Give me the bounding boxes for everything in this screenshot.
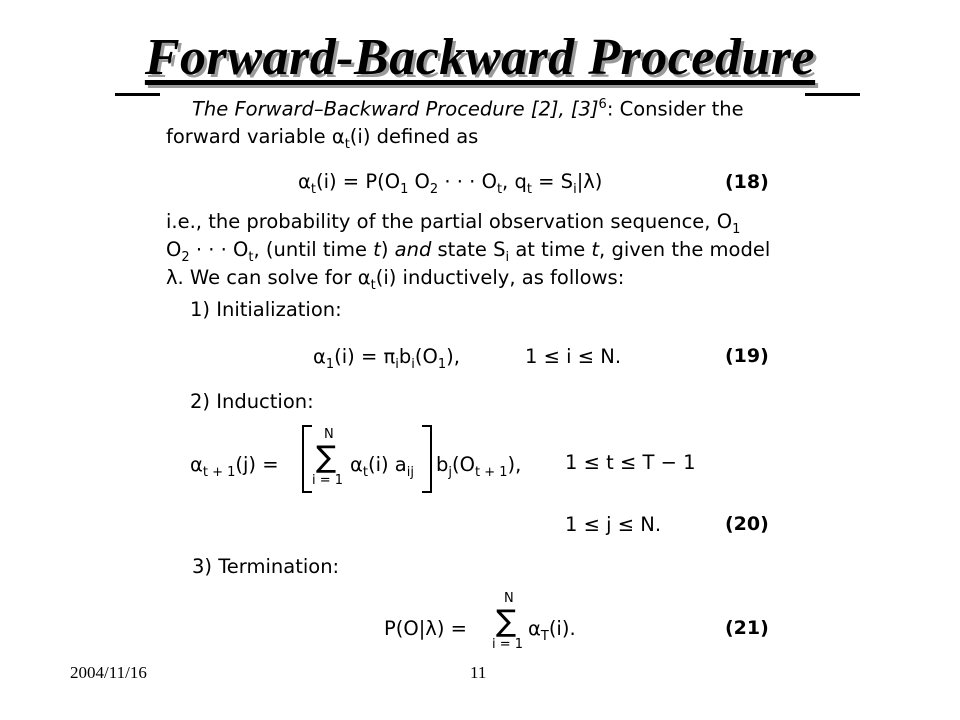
eq18-rhs-d: , q: [502, 170, 527, 193]
line2-sub: t: [344, 136, 350, 152]
eq18-si: i: [573, 181, 577, 197]
eq21-sum-top: N: [504, 591, 514, 606]
eq18-rhs-a: = P(O: [336, 170, 401, 193]
eq20-after-b: b: [436, 453, 449, 476]
eq20-after-o: (O: [452, 453, 475, 476]
equation-18-number: (18): [725, 171, 769, 193]
equation-19: [313, 345, 460, 372]
equation-19-number: (19): [725, 345, 769, 367]
eq21-alpha-sub: T: [540, 628, 549, 644]
equation-20-number: (20): [725, 513, 769, 535]
page-number: 11: [470, 663, 487, 682]
eq18-arg: (i): [315, 170, 337, 193]
scanned-excerpt: [160, 95, 810, 655]
eq18-rhs-f: |λ): [576, 170, 603, 193]
eq21-sigma: ∑: [496, 604, 517, 639]
line2-text: forward variable α: [166, 125, 345, 148]
para1-b4: t: [373, 238, 381, 261]
intro-rest: : Consider the: [606, 97, 744, 121]
eq19-d: (O: [414, 345, 438, 368]
eq20-alpha: α: [190, 453, 203, 476]
eq21-arg: (i).: [548, 617, 576, 640]
paragraph-line-2: [166, 238, 770, 265]
eq21-alpha: α: [528, 617, 541, 640]
step-2-label: 2) Induction:: [190, 390, 314, 413]
eq20-inner-alpha-sub: t: [362, 464, 368, 480]
eq20-inner-b: (i) a: [367, 453, 407, 476]
paragraph-line-3: [166, 266, 624, 293]
eq20-inner: [350, 453, 414, 480]
equation-20-condition-1: 1 ≤ t ≤ T − 1: [565, 451, 696, 474]
eq19-b: (i) = π: [334, 345, 396, 368]
eq19-c: b: [398, 345, 412, 368]
eq20-after: [436, 453, 521, 480]
para1-b8: at time: [509, 238, 592, 261]
eq20-lhs-arg: (j) =: [235, 453, 279, 476]
para1-a-sub: 1: [732, 221, 741, 237]
para1-b7-sub: i: [505, 249, 510, 265]
eq20-alpha-sub: t + 1: [202, 464, 236, 480]
eq21-term: [528, 617, 576, 644]
para1-c1: λ. We can solve for α: [166, 266, 371, 289]
eq21-sum-bottom: i = 1: [492, 637, 524, 652]
eq19-alpha-sub: 1: [325, 356, 335, 372]
eq18-o2: 2: [429, 181, 439, 197]
eq18-rhs-e: = S: [531, 170, 574, 193]
eq19-e: ),: [446, 345, 460, 368]
para1-c2: (i) inductively, as follows:: [375, 266, 625, 289]
equation-21-number: (21): [725, 617, 769, 639]
para1-b2-sub: t: [248, 249, 254, 265]
intro-line: [192, 97, 744, 121]
footer-date: 2004/11/16: [70, 663, 147, 682]
equation-20-condition-2: 1 ≤ j ≤ N.: [565, 513, 662, 536]
paragraph-line-1: [166, 210, 740, 237]
intro-footnote: 6: [598, 97, 607, 112]
equation-21-lhs: P(O|λ) =: [384, 617, 467, 640]
step-3-label: 3) Termination:: [192, 555, 340, 578]
eq20-after-c: ),: [507, 453, 522, 476]
para1-b1-sub: 2: [181, 249, 190, 265]
eq19-d-sub: 1: [437, 356, 447, 372]
para1-b9: t: [591, 238, 600, 261]
eq18-rhs-b: O: [408, 170, 430, 193]
eq19-c-sub: i: [411, 356, 415, 372]
para1-b1: O: [166, 238, 182, 261]
eq20-sum-top: N: [324, 427, 334, 442]
intro-italic: The Forward–Backward Procedure [2], [3]: [192, 97, 599, 121]
para1-b3: , (until time: [253, 238, 374, 261]
para1-b6: and: [394, 238, 432, 261]
eq19-alpha: α: [313, 345, 326, 368]
eq20-left-bracket: [302, 425, 312, 493]
intro-line-2: [166, 125, 478, 152]
equation-20-lhs: [190, 453, 279, 480]
eq20-inner-alpha: α: [350, 453, 363, 476]
eq20-after-o-sub: t + 1: [474, 464, 508, 480]
line2-end: (i) defined as: [349, 125, 479, 148]
equation-18: [298, 170, 602, 197]
slide-title: Forward-Backward Procedure: [144, 29, 816, 86]
title-rule-left: [115, 93, 160, 96]
eq20-after-b-sub: j: [448, 464, 453, 480]
para1-b5: ): [380, 238, 395, 261]
eq20-inner-b-sub: ij: [406, 464, 414, 480]
eq18-ot: t: [496, 181, 503, 197]
eq19-b-sub: i: [395, 356, 399, 372]
step-1-label: 1) Initialization:: [190, 298, 342, 321]
eq18-o1: 1: [400, 181, 409, 197]
eq18-qt: t: [526, 181, 532, 197]
para1-c1-sub: t: [370, 277, 376, 293]
para1-b2: · · · O: [189, 238, 249, 261]
equation-19-condition: 1 ≤ i ≤ N.: [525, 345, 622, 368]
para1-b7: state S: [431, 238, 506, 261]
eq20-sum-bottom: i = 1: [312, 473, 344, 488]
eq18-rhs-c: · · · O: [438, 170, 497, 193]
para1-b10: , given the model: [599, 238, 771, 261]
eq20-right-bracket: [422, 425, 432, 493]
para1-a: i.e., the probability of the partial observation sequence, O: [166, 210, 733, 233]
eq18-alpha-sub: t: [310, 181, 316, 197]
eq20-sigma: ∑: [316, 440, 337, 475]
eq18-alpha: α: [298, 170, 311, 193]
title-rule-right: [805, 93, 860, 96]
